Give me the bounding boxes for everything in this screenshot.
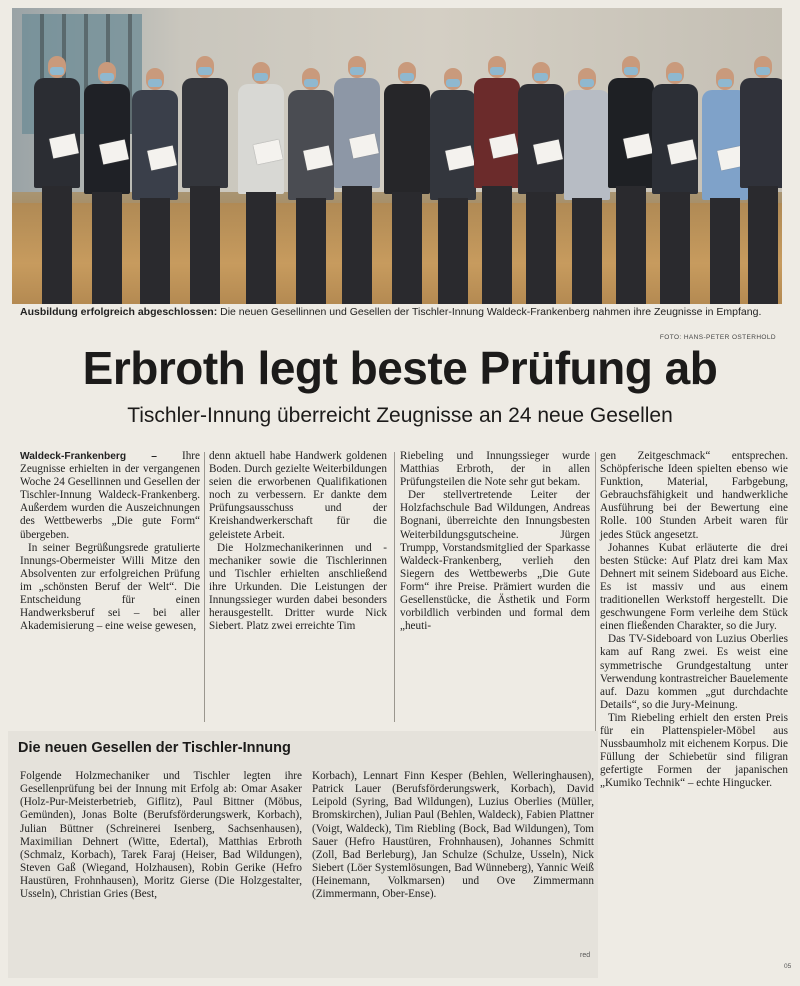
info-box-title: Die neuen Gesellen der Tischler-Innung <box>18 740 291 756</box>
caption-lead: Ausbildung erfolgreich abgeschlossen: <box>20 306 218 318</box>
article-column-4 <box>600 450 788 790</box>
article-column-3 <box>400 450 590 633</box>
subheadline: Tischler-Innung überreicht Zeugnisse an 24 neue Gesellen <box>127 404 673 427</box>
person-figure <box>288 68 334 298</box>
info-box-text: Korbach), Lennart Finn Kesper (Behlen, Welleringhausen), Patrick Lauer (Berufsförderungswerk, Korbach), David Leipold (Syring, Bad Wildungen), Luzius Oberlies (Müller, Bromskirchen), Julian Paul (Behlen, Waldeck), Fabien Plattner (Voigt, Waldeck), Tim Riebling (Bock, Bad Wildungen), Tom Sauer (Hefro Haustüren, Frohnhausen), Johannes Schmitt (Zoll, Bad Berleburg), Jan Schulze (Schulze, Usseln), Nick Siebert (Löer Systemlösungen, Bad Wünneberg), Yannic Weiß (Heinemann, Volkmarsen) und Ove Zimmermann (Zimmermann, Ober-Ense). <box>312 770 594 901</box>
person-figure <box>238 62 284 292</box>
person-figure <box>384 62 430 292</box>
article-paragraph: Tim Riebeling erhielt den ersten Preis für ein Plattenspieler-Möbel aus Nussbaumholz mit eichenem Korpus. Die Füllung der Schiebetür sind filigran gefertigte Formen der japanischen „Kumiko Technik“ – echte Hingucker. <box>600 711 788 790</box>
article-paragraph: In seiner Begrüßungsrede gratulierte Innungs-Obermeister Willi Mitze den Absolventen zur erfolgreichen Prüfung im „schönsten Beruf der Welt“. Die Entscheidung für einen Handwerksberuf sei – bei aller Akademisierung – eine weise gewesen, <box>20 541 200 633</box>
person-figure <box>564 68 610 298</box>
person-figure <box>608 56 654 286</box>
person-figure <box>34 56 80 286</box>
person-figure <box>132 68 178 298</box>
article-paragraph: Ihre Zeugnisse erhielten in der vergangenen Woche 24 Gesellinnen und Gesellen der Tischler-Innung Waldeck-Frankenberg. Außerdem wurden die Auszeichnungen des Wettbewerbs „Die gute Form“ übergeben. <box>20 450 200 541</box>
info-box-column-1 <box>20 770 302 902</box>
person-figure <box>430 68 476 298</box>
person-figure <box>474 56 520 286</box>
person-figure <box>334 56 380 286</box>
article-column-1 <box>20 450 200 633</box>
info-box-text: Folgende Holzmechaniker und Tischler legten ihre Gesellenprüfung bei der Innung mit Erfolg ab: Omar Asaker (Holz-Pur-Meisterbetrieb, Giflitz), Paul Bittner (Möbus, Gemünden), Jonas Bolte (Berufsförderungswerk, Korbach), Julian Büttner (Schreinerei Isenberg, Sachsenhausen), Maximilian Dehnert (Witte, Edertal), Matthias Erbroth (Schmalz, Korbach), Tarek Faraj (Heiser, Bad Wildungen), Steven Gaß (Wiegand, Holzhausen), Robin Gerike (Hefro Haustüren, Frohnhausen), Moritz Gierse (Die Holzgestalter, Usseln), Christian Gries (Best, <box>20 770 302 901</box>
person-figure <box>652 62 698 292</box>
info-box-column-2 <box>312 770 594 902</box>
photo-credit: FOTO: HANS-PETER OSTERHOLD <box>659 334 776 341</box>
article-paragraph: Riebeling und Innungssieger wurde Matthias Erbroth, der in allen Prüfungsteilen die Note sehr gut bekam. <box>400 450 590 489</box>
article-paragraph: Die Holzmechanikerinnen und -mechaniker sowie die Tischlerinnen und Tischler erhielten anschließend ihre Urkunden. Die Leistungen der Innungssieger wurden dabei besonders herausgestellt. Dritter wurde Nick Siebert. Platz zwei erreichte Tim <box>209 541 387 633</box>
person-figure <box>182 56 228 286</box>
group-photo <box>12 8 782 304</box>
article-paragraph: Das TV-Sideboard von Luzius Oberlies kam auf Rang zwei. Es weist eine symmetrische Grundgestaltung unter Verwendung kontrastreicher Bauelemente auf. Dazu kommen „gut durchdachte Details“, so die Jury-Meinung. <box>600 633 788 711</box>
article-paragraph: Der stellvertretende Leiter der Holzfachschule Bad Wildungen, Andreas Bognani, überreichte den Innungsbesten Weiterbildungsgutscheine. Jürgen Trumpp, Vorstandsmitglied der Sparkasse Waldeck-Frankenberg, verlieh den Siegern des Wettbewerbs „Die Gute Form“ ihre Preise. Prämiert wurden die Gesellenstücke, die Ästhetik und Form vorbildlich verbinden und formal dem „heuti- <box>400 489 590 633</box>
person-figure <box>84 62 130 292</box>
article-column-2 <box>209 450 387 633</box>
dateline: Waldeck-Frankenberg – <box>20 451 157 462</box>
author-signature: red <box>580 952 591 959</box>
article-paragraph: denn aktuell habe Handwerk goldenen Boden. Durch gezielte Weiterbildungen seien die erworbenen Qualifikationen noch zu verbessern. Er dankte dem Prüfungsausschuss und der Kreishandwerkerschaft für die geleistete Arbeit. <box>209 450 387 541</box>
column-divider <box>394 452 395 722</box>
column-divider <box>204 452 205 722</box>
person-figure <box>518 62 564 292</box>
caption-text: Die neuen Gesellinnen und Gesellen der Tischler-Innung Waldeck-Frankenberg nahmen ihre Zeugnisse in Empfang. <box>217 306 762 318</box>
article-paragraph: Johannes Kubat erläuterte die drei besten Stücke: Auf Platz drei kam Max Dehnert mit seinem Sideboard aus Eiche. Es ist massiv und aus einem traditionellen Werkstoff hergestellt. Die geschwungene Form verleihe dem Stück einen fließenden Charakter, so die Jury. <box>600 541 788 633</box>
headline: Erbroth legt beste Prüfung ab <box>82 342 718 394</box>
page-marker: 05 <box>784 963 792 970</box>
photo-caption <box>20 306 780 319</box>
person-figure <box>740 56 782 286</box>
article-paragraph: gen Zeitgeschmack“ entsprechen. Schöpferische Ideen spielten ebenso wie Funktion, Material, Farbgebung, Gebrauchsfähigkeit und handwerkliche Ausführung bei der Bewertung eine Rolle. 100 Stunden Arbeit waren für jedes Stück angesetzt. <box>600 450 788 541</box>
